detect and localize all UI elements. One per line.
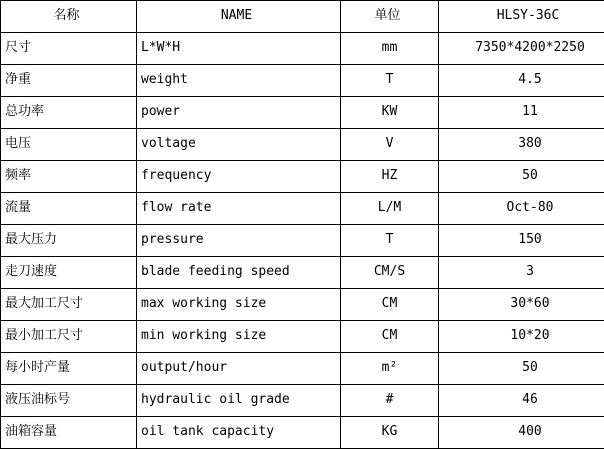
cell-name-en: frequency [137,161,341,193]
cell-value: 7350*4200*2250 [439,33,604,65]
cell-name-en: blade feeding speed [137,257,341,289]
table-row [1,33,604,65]
table-row [1,129,604,161]
cell-name-en: power [137,97,341,129]
cell-name-cn: 尺寸 [1,33,137,65]
table-row [1,321,604,353]
cell-unit: HZ [341,161,439,193]
cell-name-en: voltage [137,129,341,161]
cell-name-cn: 最大加工尺寸 [1,289,137,321]
cell-value: 46 [439,385,604,417]
table-row [1,257,604,289]
table-header [1,1,604,33]
cell-name-en: weight [137,65,341,97]
cell-name-cn: 油箱容量 [1,417,137,449]
cell-name-cn: 频率 [1,161,137,193]
table-row [1,161,604,193]
cell-unit: L/M [341,193,439,225]
table-row [1,353,604,385]
cell-name-cn: 最小加工尺寸 [1,321,137,353]
cell-name-cn: 每小时产量 [1,353,137,385]
cell-value: 11 [439,97,604,129]
cell-name-en: hydraulic oil grade [137,385,341,417]
cell-name-en: L*W*H [137,33,341,65]
cell-name-en: max working size [137,289,341,321]
cell-value: 50 [439,161,604,193]
cell-name-cn: 总功率 [1,97,137,129]
cell-unit: CM/S [341,257,439,289]
cell-unit: T [341,225,439,257]
cell-name-cn: 净重 [1,65,137,97]
cell-unit: CM [341,289,439,321]
cell-value: 30*60 [439,289,604,321]
cell-name-cn: 液压油标号 [1,385,137,417]
cell-value: Oct-80 [439,193,604,225]
cell-name-cn: 走刀速度 [1,257,137,289]
table-row [1,193,604,225]
cell-name-en: pressure [137,225,341,257]
cell-unit: m² [341,353,439,385]
cell-unit: mm [341,33,439,65]
cell-unit: CM [341,321,439,353]
cell-unit: V [341,129,439,161]
cell-name-en: output/hour [137,353,341,385]
table-row [1,225,604,257]
cell-name-en: oil tank capacity [137,417,341,449]
cell-value: 380 [439,129,604,161]
header-unit: 单位 [341,1,439,33]
table-row [1,97,604,129]
cell-value: 10*20 [439,321,604,353]
header-model: HLSY-36C [439,1,604,33]
header-name-en: NAME [137,1,341,33]
cell-unit: KG [341,417,439,449]
cell-value: 4.5 [439,65,604,97]
cell-unit: KW [341,97,439,129]
cell-name-en: flow rate [137,193,341,225]
header-name-cn: 名称 [1,1,137,33]
cell-value: 150 [439,225,604,257]
cell-unit: # [341,385,439,417]
cell-value: 3 [439,257,604,289]
cell-name-cn: 流量 [1,193,137,225]
table-row [1,417,604,449]
table-body [1,33,604,449]
cell-value: 50 [439,353,604,385]
table-row [1,65,604,97]
cell-value: 400 [439,417,604,449]
cell-unit: T [341,65,439,97]
cell-name-en: min working size [137,321,341,353]
table-header-row [1,1,604,33]
table-row [1,385,604,417]
cell-name-cn: 电压 [1,129,137,161]
table-row [1,289,604,321]
cell-name-cn: 最大压力 [1,225,137,257]
